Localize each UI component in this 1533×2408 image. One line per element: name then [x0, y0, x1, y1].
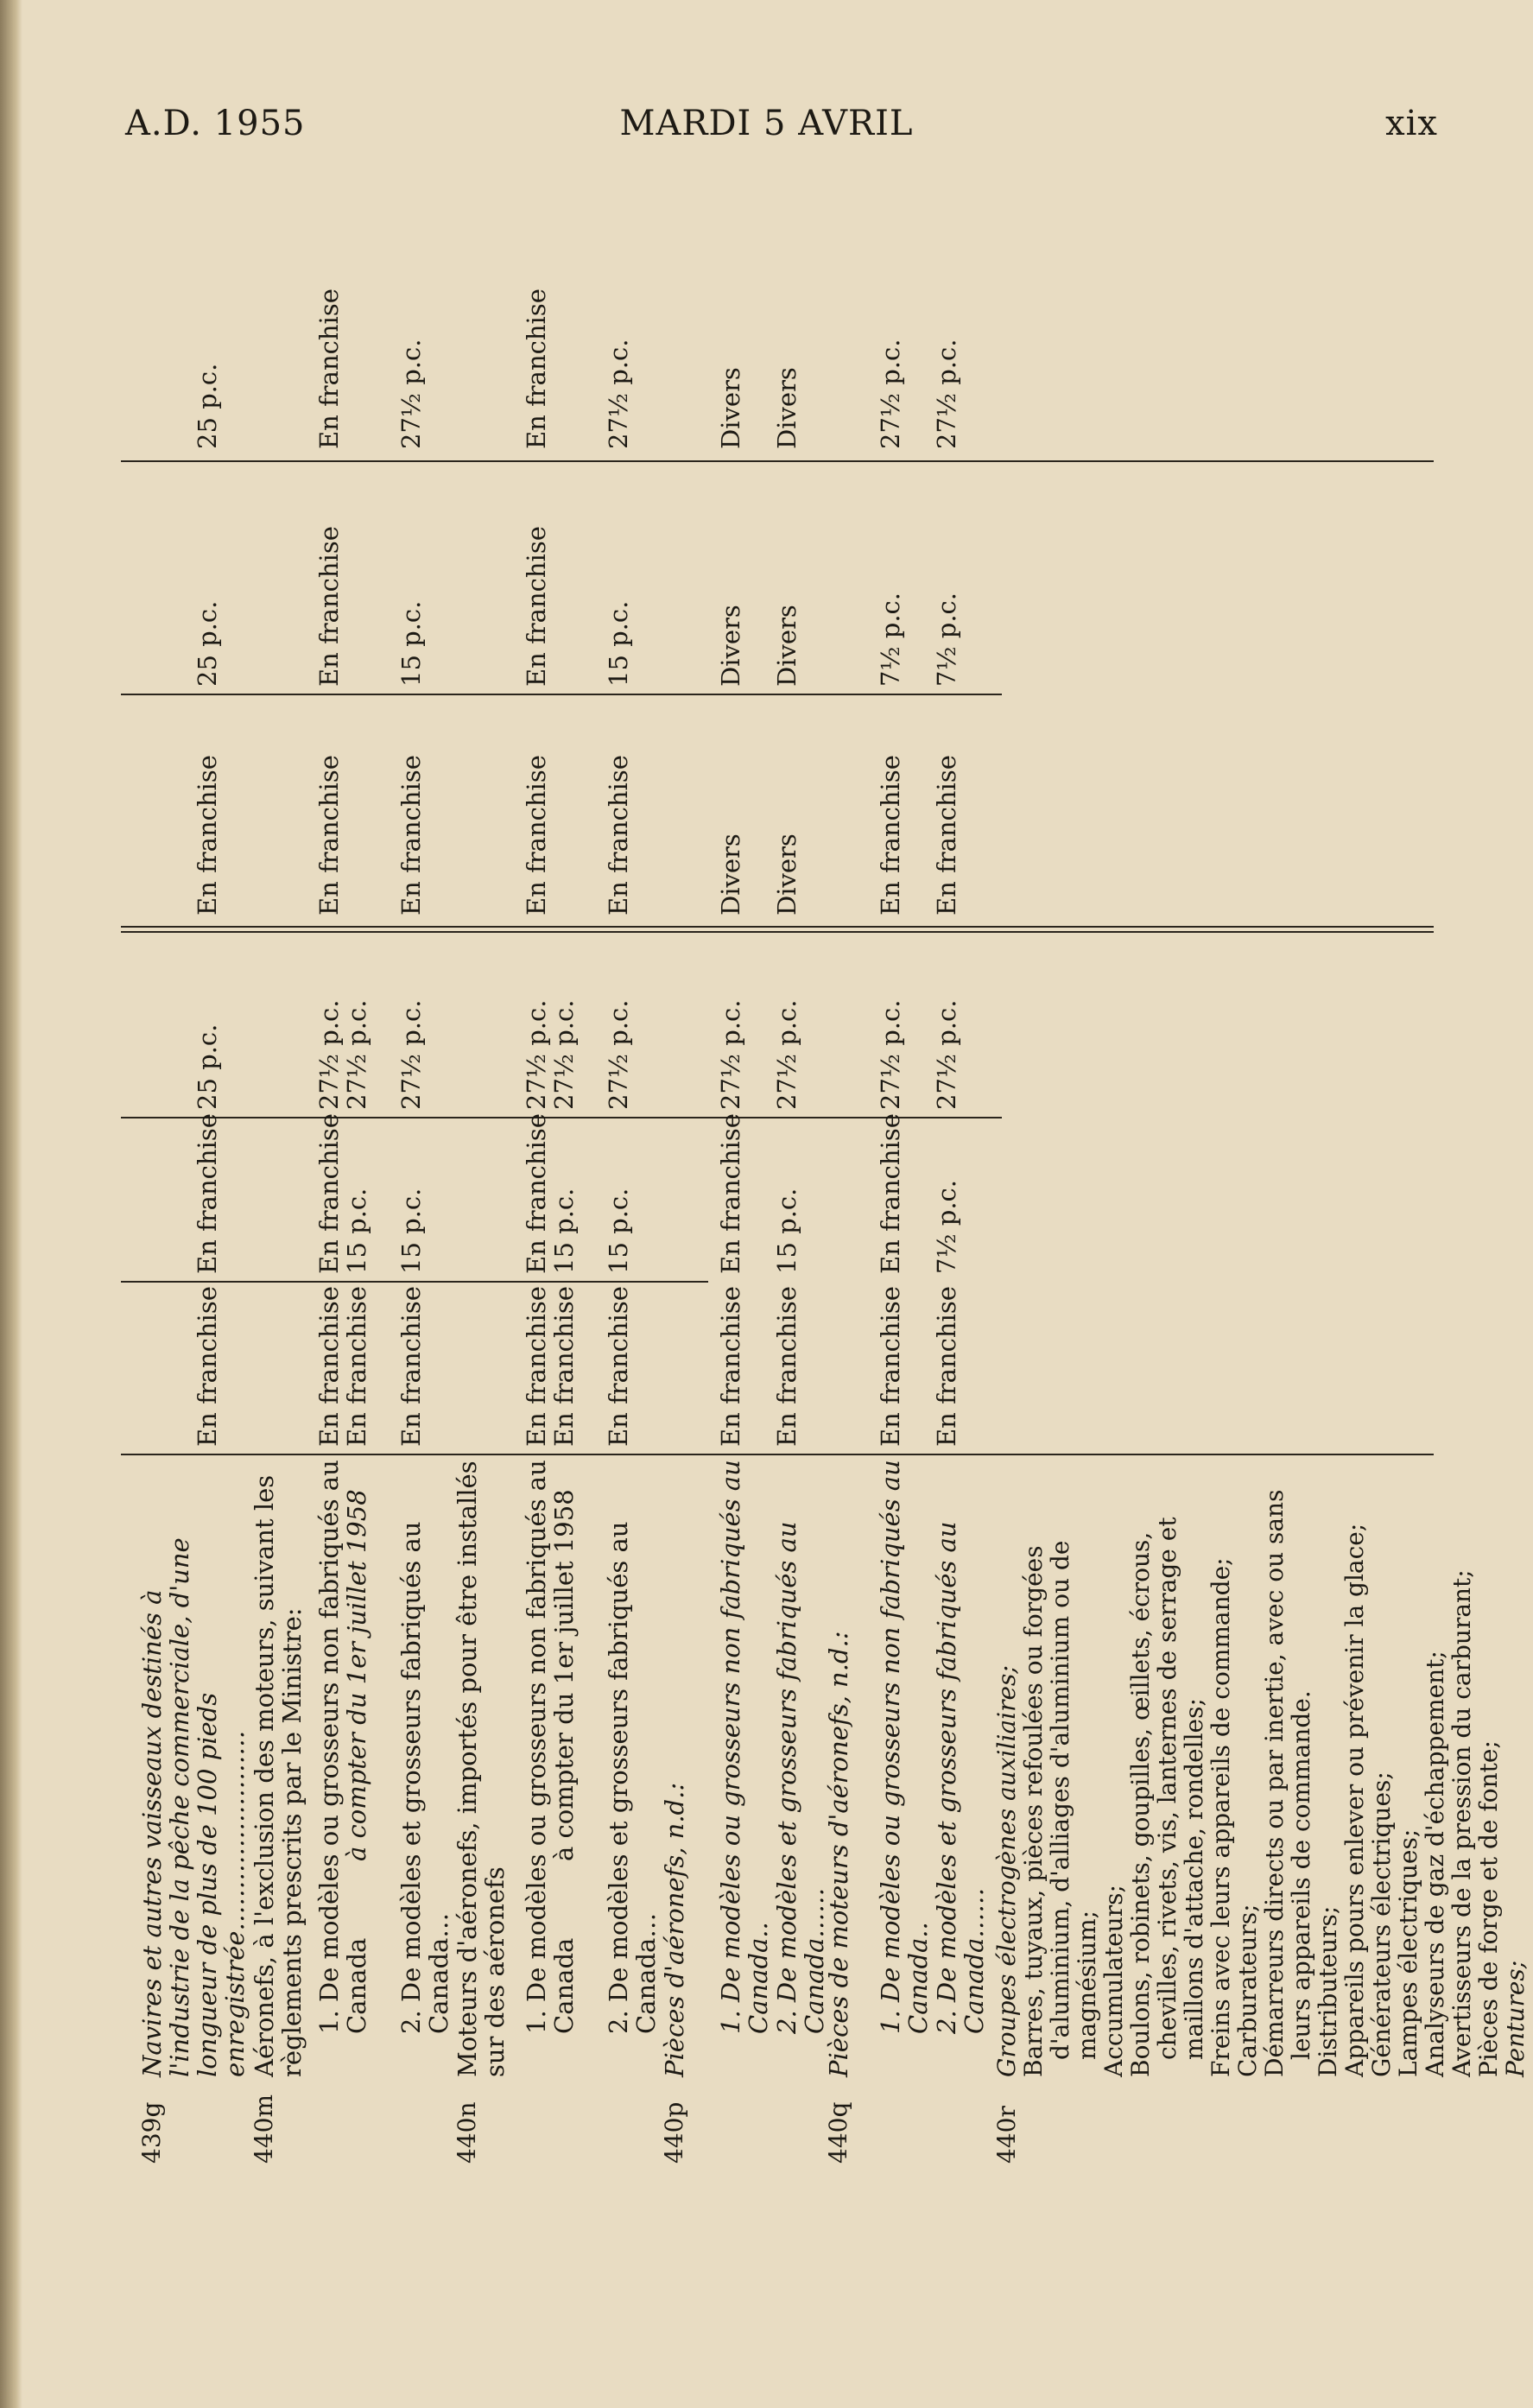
list-item: Lampes électriques;: [1394, 1828, 1422, 2077]
item-description: 1. De modèles ou grosseurs non fabriqués au Canada: [522, 1460, 579, 2034]
rate-cell: En franchise: [604, 755, 633, 916]
item-description: Navires et autres vaisseaux destinés à l'industrie de la pêche commerciale, d'une longueur de plus de 100 pieds enregistrée……………………: [137, 1537, 250, 2077]
rate-cell: 25 p.c.: [193, 363, 222, 449]
rate-cell: Divers: [716, 605, 745, 687]
rate-cell: En franchise: [396, 755, 426, 916]
rate-cell: En franchise: [314, 288, 344, 449]
tariff-item-number: 440q: [824, 2101, 852, 2164]
item-description-date: à compter du 1er juillet 1958: [342, 1489, 371, 1861]
rate-cell: Divers: [772, 605, 801, 687]
rate-cell: En franchise: [193, 1113, 222, 1274]
list-item: Groupes électrogènes auxiliaires;: [992, 1665, 1021, 2077]
rate-cell: 7½ p.c.: [876, 592, 905, 687]
rate-cell: 15 p.c.: [342, 1188, 371, 1274]
rate-cell: 27½ p.c.: [932, 339, 961, 449]
rate-cell: 27½ p.c.: [876, 999, 905, 1110]
rate-cell: En franchise: [522, 288, 551, 449]
item-description: 1. De modèles ou grosseurs non fabriqués au Canada: [314, 1460, 371, 2034]
rate-cell: En franchise: [932, 755, 961, 916]
item-description: 2. De modèles et grosseurs fabriqués au Canada……: [772, 1521, 829, 2034]
rate-cell: Divers: [772, 367, 801, 449]
item-description: 2. De modèles et grosseurs fabriqués au Canada…: [396, 1521, 453, 2034]
rate-cell: En franchise: [314, 1286, 344, 1447]
rate-cell: En franchise: [522, 526, 551, 687]
rate-cell: En franchise: [314, 1113, 344, 1274]
list-item: Carburateurs;: [1233, 1904, 1262, 2077]
rate-cell: En franchise: [314, 526, 344, 687]
column-rule: [121, 1281, 708, 1283]
page-spine-shadow: [0, 0, 22, 2408]
rate-cell: Divers: [772, 833, 801, 916]
rate-cell: En franchise: [932, 1286, 961, 1447]
rate-cell: En franchise: [193, 755, 222, 916]
list-item: Avertisseurs de la pression du carburant;: [1447, 1569, 1476, 2077]
rate-cell: En franchise: [876, 755, 905, 916]
tariff-item-number: 440p: [660, 2101, 688, 2164]
rate-cell: En franchise: [314, 755, 344, 916]
column-rule: [121, 460, 1434, 462]
rate-cell: 27½ p.c.: [342, 999, 371, 1110]
rate-cell: En franchise: [876, 1113, 905, 1274]
rate-cell: En franchise: [396, 1286, 426, 1447]
rate-cell: 15 p.c.: [604, 1188, 633, 1274]
list-item: Accumulateurs;: [1099, 1885, 1128, 2077]
rate-cell: 27½ p.c.: [396, 999, 426, 1110]
item-description-date: à compter du 1er juillet 1958: [549, 1489, 579, 1861]
rate-cell: 15 p.c.: [549, 1188, 579, 1274]
rate-cell: En franchise: [522, 1286, 551, 1447]
rate-cell: Divers: [716, 367, 745, 449]
tariff-item-number: 439g: [137, 2101, 166, 2164]
item-list: [993, 1455, 1529, 2077]
item-description: Pièces de moteurs d'aéronefs, n.d.:: [824, 1631, 853, 2077]
rate-cell: En franchise: [193, 1286, 222, 1447]
rate-cell: 27½ p.c.: [932, 999, 961, 1110]
double-column-rule: [121, 926, 1434, 933]
rate-cell: 25 p.c.: [193, 600, 222, 687]
list-item: Barres, tuyaux, pièces refoulées ou forgées d'aluminium, d'alliages d'aluminium ou de magnésium;: [1019, 1540, 1101, 2077]
rate-cell: En franchise: [604, 1286, 633, 1447]
rate-cell: 27½ p.c.: [604, 999, 633, 1110]
list-item: Boulons, robinets, goupilles, œillets, écrous, chevilles, rivets, vis, lanternes de serrage et maillons d'attache, rondelles;: [1126, 1517, 1208, 2077]
rate-cell: En franchise: [342, 1286, 371, 1447]
list-item: Démarreurs directs ou par inertie, avec ou sans leurs appareils de commande.: [1260, 1489, 1315, 2077]
column-rule: [121, 1117, 1002, 1118]
rate-cell: 15 p.c.: [396, 600, 426, 687]
rate-cell: 25 p.c.: [193, 1023, 222, 1110]
list-item: Distributeurs;: [1314, 1905, 1342, 2077]
rotated-tariff-table: [121, 216, 1530, 2164]
rate-cell: 27½ p.c.: [604, 339, 633, 449]
list-item: Analyseurs de gaz d'échappement;: [1421, 1651, 1449, 2077]
rate-cell: 27½ p.c.: [314, 999, 344, 1110]
item-description: 1. De modèles ou grosseurs non fabriqués au Canada..: [876, 1460, 933, 2034]
item-description: Pièces d'aéronefs, n.d.:: [660, 1782, 689, 2077]
rate-cell: Divers: [716, 833, 745, 916]
list-item: Freins avec leurs appareils de commande;: [1207, 1557, 1235, 2077]
rate-cell: 15 p.c.: [396, 1188, 426, 1274]
rate-cell: 27½ p.c.: [396, 339, 426, 449]
rate-cell: 27½ p.c.: [876, 339, 905, 449]
header-year: A.D. 1955: [125, 104, 306, 143]
item-description: Aéronefs, à l'exclusion des moteurs, suivant les règlements prescrits par le Ministre:: [250, 1474, 307, 2077]
header-page-number: xix: [1385, 104, 1438, 143]
rate-cell: 15 p.c.: [772, 1188, 801, 1274]
item-description: Moteurs d'aéronefs, importés pour être installés sur des aéronefs: [453, 1461, 510, 2077]
rate-cell: 27½ p.c.: [716, 999, 745, 1110]
rate-cell: 27½ p.c.: [549, 999, 579, 1110]
rate-cell: 15 p.c.: [604, 600, 633, 687]
header-date: MARDI 5 AVRIL: [619, 104, 914, 143]
rate-cell: En franchise: [549, 1286, 579, 1447]
list-item: Appareils pours enlever ou prévenir la glace;: [1340, 1523, 1369, 2077]
rate-cell: 7½ p.c.: [932, 1179, 961, 1274]
item-description: 1. De modèles ou grosseurs non fabriqués au Canada..: [716, 1460, 773, 2034]
list-item: Pièces de forge et de fonte;: [1474, 1740, 1503, 2077]
list-item: Générateurs électriques;: [1367, 1771, 1396, 2077]
tariff-item-number: 440n: [453, 2101, 481, 2164]
list-item: Pentures;: [1501, 1960, 1530, 2077]
rate-cell: En franchise: [876, 1286, 905, 1447]
rate-cell: En franchise: [716, 1113, 745, 1274]
tariff-item-number: 440m: [250, 2094, 278, 2164]
rate-cell: En franchise: [716, 1286, 745, 1447]
tariff-item-number: 440r: [992, 2106, 1021, 2164]
rate-cell: 7½ p.c.: [932, 592, 961, 687]
column-rule: [121, 694, 1002, 695]
rate-cell: 27½ p.c.: [522, 999, 551, 1110]
rate-cell: En franchise: [772, 1286, 801, 1447]
item-description: 2. De modèles et grosseurs fabriqués au Canada……: [932, 1521, 989, 2034]
rate-cell: En franchise: [522, 1113, 551, 1274]
rate-cell: En franchise: [522, 755, 551, 916]
rate-cell: 27½ p.c.: [772, 999, 801, 1110]
item-description: 2. De modèles et grosseurs fabriqués au Canada…: [604, 1521, 661, 2034]
